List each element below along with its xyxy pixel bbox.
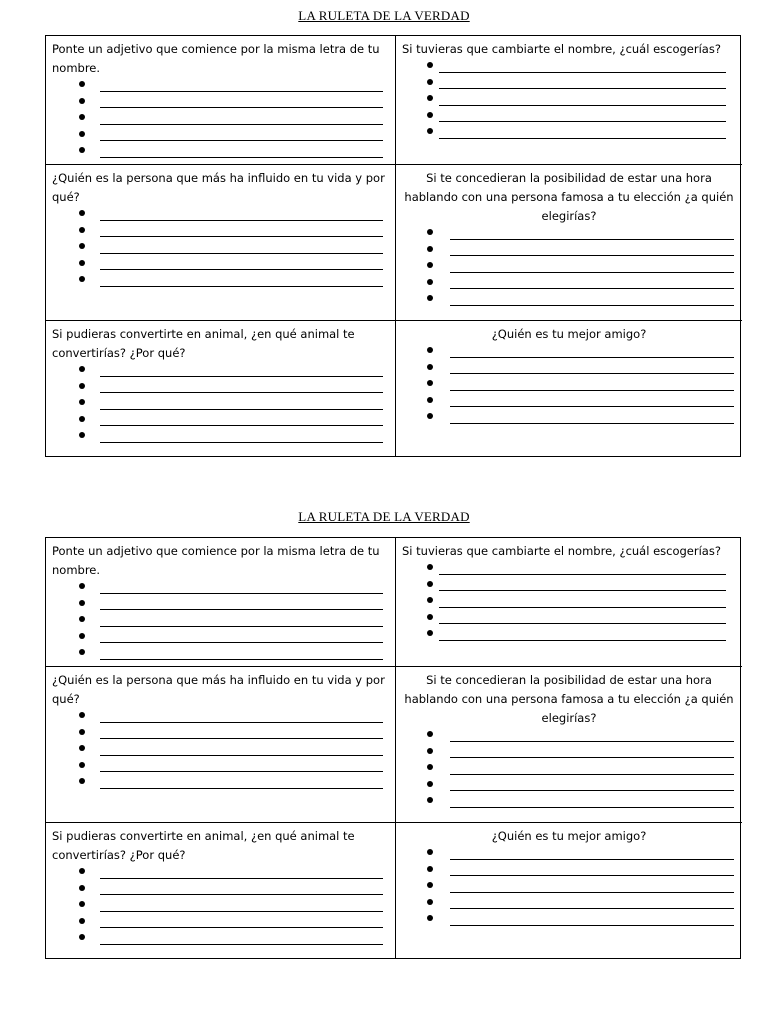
bullet-icon bbox=[427, 279, 433, 285]
answer-line[interactable] bbox=[402, 292, 736, 309]
answer-line[interactable] bbox=[402, 863, 736, 880]
question-cell-influence bbox=[46, 666, 396, 822]
answer-line[interactable] bbox=[402, 109, 736, 126]
answer-line[interactable] bbox=[402, 896, 736, 913]
bullet-icon bbox=[79, 81, 85, 87]
bullet-icon bbox=[427, 246, 433, 252]
answer-line[interactable] bbox=[402, 912, 736, 929]
bullet-icon bbox=[427, 347, 433, 353]
answer-line[interactable] bbox=[52, 273, 389, 290]
bullet-icon bbox=[79, 778, 85, 784]
answer-line[interactable] bbox=[52, 240, 389, 257]
bullet-icon bbox=[79, 416, 85, 422]
answer-line[interactable] bbox=[52, 775, 389, 792]
bullet-icon bbox=[427, 128, 433, 134]
bullet-icon bbox=[427, 62, 433, 68]
bullet-icon bbox=[427, 112, 433, 118]
question-text: Si te concedieran la posibilidad de estar una hora hablando con una persona famosa a tu elección ¿a quién elegirías? bbox=[404, 673, 734, 725]
answer-line[interactable] bbox=[402, 125, 736, 142]
bullet-icon bbox=[427, 915, 433, 921]
answer-lines bbox=[52, 580, 389, 663]
answer-lines bbox=[402, 59, 736, 142]
bullet-icon bbox=[427, 899, 433, 905]
question-cell-famous-person bbox=[396, 666, 742, 822]
answer-line[interactable] bbox=[402, 594, 736, 611]
answer-line[interactable] bbox=[52, 144, 389, 161]
answer-line[interactable] bbox=[402, 410, 736, 427]
answer-line[interactable] bbox=[52, 759, 389, 776]
answer-line[interactable] bbox=[52, 931, 389, 948]
card-title: LA RULETA DE LA VERDAD bbox=[298, 509, 470, 524]
bullet-icon bbox=[427, 380, 433, 386]
question-text: Si pudieras convertirte en animal, ¿en qué animal te convertirías? ¿Por qué? bbox=[52, 829, 355, 862]
answer-line[interactable] bbox=[402, 259, 736, 276]
bullet-icon bbox=[427, 614, 433, 620]
bullet-icon bbox=[79, 432, 85, 438]
answer-line[interactable] bbox=[52, 580, 389, 597]
answer-line[interactable] bbox=[52, 257, 389, 274]
answer-line[interactable] bbox=[52, 380, 389, 397]
bullet-icon bbox=[79, 399, 85, 405]
bullet-icon bbox=[79, 600, 85, 606]
answer-line[interactable] bbox=[402, 879, 736, 896]
bullet-icon bbox=[79, 633, 85, 639]
bullet-icon bbox=[427, 731, 433, 737]
answer-line[interactable] bbox=[52, 882, 389, 899]
bullet-icon bbox=[427, 581, 433, 587]
bullet-icon bbox=[427, 764, 433, 770]
question-cell-best-friend bbox=[396, 822, 742, 958]
question-text: Si pudieras convertirte en animal, ¿en qué animal te convertirías? ¿Por qué? bbox=[52, 327, 355, 360]
bullet-icon bbox=[79, 868, 85, 874]
answer-lines bbox=[402, 728, 736, 811]
answer-line[interactable] bbox=[52, 111, 389, 128]
answer-line[interactable] bbox=[52, 630, 389, 647]
question-text: ¿Quién es la persona que más ha influido en tu vida y por qué? bbox=[52, 673, 385, 706]
bullet-icon bbox=[427, 413, 433, 419]
question-cell-best-friend bbox=[396, 320, 742, 456]
bullet-icon bbox=[427, 748, 433, 754]
answer-line[interactable] bbox=[52, 413, 389, 430]
bullet-icon bbox=[79, 649, 85, 655]
card-title: LA RULETA DE LA VERDAD bbox=[298, 8, 470, 23]
answer-line[interactable] bbox=[52, 396, 389, 413]
answer-line[interactable] bbox=[52, 865, 389, 882]
answer-line[interactable] bbox=[402, 745, 736, 762]
bullet-icon bbox=[79, 934, 85, 940]
bullet-icon bbox=[79, 131, 85, 137]
answer-line[interactable] bbox=[52, 429, 389, 446]
bullet-icon bbox=[79, 583, 85, 589]
bullet-icon bbox=[79, 918, 85, 924]
bullet-icon bbox=[79, 98, 85, 104]
answer-line[interactable] bbox=[402, 778, 736, 795]
question-text: ¿Quién es tu mejor amigo? bbox=[491, 829, 647, 843]
answer-line[interactable] bbox=[52, 363, 389, 380]
bullet-icon bbox=[79, 383, 85, 389]
question-text: Si te concedieran la posibilidad de estar una hora hablando con una persona famosa a tu elección ¿a quién elegirías? bbox=[404, 171, 734, 223]
answer-line[interactable] bbox=[402, 627, 736, 644]
answer-line[interactable] bbox=[52, 224, 389, 241]
answer-line[interactable] bbox=[52, 613, 389, 630]
question-text: Ponte un adjetivo que comience por la misma letra de tu nombre. bbox=[52, 42, 380, 75]
answer-line[interactable] bbox=[52, 709, 389, 726]
bullet-icon bbox=[79, 885, 85, 891]
bullet-icon bbox=[427, 866, 433, 872]
bullet-icon bbox=[427, 295, 433, 301]
answer-line[interactable] bbox=[402, 92, 736, 109]
bullet-icon bbox=[79, 712, 85, 718]
bullet-icon bbox=[79, 901, 85, 907]
question-text: ¿Quién es la persona que más ha influido en tu vida y por qué? bbox=[52, 171, 385, 204]
bullet-icon bbox=[79, 114, 85, 120]
bullet-icon bbox=[79, 366, 85, 372]
bullet-icon bbox=[427, 79, 433, 85]
bullet-icon bbox=[427, 364, 433, 370]
answer-line[interactable] bbox=[402, 361, 736, 378]
answer-line[interactable] bbox=[52, 95, 389, 112]
bullet-icon bbox=[79, 227, 85, 233]
answer-line[interactable] bbox=[402, 243, 736, 260]
question-cell-rename bbox=[396, 36, 742, 164]
answer-lines bbox=[52, 363, 389, 446]
question-grid bbox=[45, 35, 741, 457]
question-text: Ponte un adjetivo que comience por la misma letra de tu nombre. bbox=[52, 544, 380, 577]
answer-lines bbox=[402, 226, 736, 309]
answer-line[interactable] bbox=[402, 394, 736, 411]
answer-line[interactable] bbox=[402, 728, 736, 745]
question-text: Si tuvieras que cambiarte el nombre, ¿cuál escogerías? bbox=[402, 544, 721, 558]
answer-lines bbox=[402, 561, 736, 644]
bullet-icon bbox=[79, 243, 85, 249]
question-cell-animal bbox=[46, 320, 396, 456]
answer-lines bbox=[52, 78, 389, 161]
answer-lines bbox=[402, 846, 736, 929]
answer-line[interactable] bbox=[52, 597, 389, 614]
question-grid bbox=[45, 537, 741, 959]
bullet-icon bbox=[427, 564, 433, 570]
answer-lines bbox=[402, 344, 736, 427]
answer-line[interactable] bbox=[402, 611, 736, 628]
answer-line[interactable] bbox=[52, 742, 389, 759]
bullet-icon bbox=[427, 95, 433, 101]
question-cell-influence bbox=[46, 164, 396, 320]
bullet-icon bbox=[79, 260, 85, 266]
question-cell-adjective bbox=[46, 36, 396, 164]
answer-line[interactable] bbox=[402, 59, 736, 76]
answer-line[interactable] bbox=[402, 794, 736, 811]
bullet-icon bbox=[79, 762, 85, 768]
answer-line[interactable] bbox=[52, 646, 389, 663]
answer-line[interactable] bbox=[402, 377, 736, 394]
bullet-icon bbox=[427, 597, 433, 603]
bullet-icon bbox=[79, 147, 85, 153]
question-cell-adjective bbox=[46, 538, 396, 666]
bullet-icon bbox=[79, 210, 85, 216]
answer-line[interactable] bbox=[402, 226, 736, 243]
answer-line[interactable] bbox=[402, 276, 736, 293]
answer-line[interactable] bbox=[52, 128, 389, 145]
bullet-icon bbox=[427, 262, 433, 268]
answer-line[interactable] bbox=[402, 561, 736, 578]
question-cell-rename bbox=[396, 538, 742, 666]
answer-line[interactable] bbox=[52, 898, 389, 915]
answer-line[interactable] bbox=[402, 76, 736, 93]
bullet-icon bbox=[427, 797, 433, 803]
bullet-icon bbox=[79, 276, 85, 282]
answer-line[interactable] bbox=[402, 578, 736, 595]
bullet-icon bbox=[427, 882, 433, 888]
answer-lines bbox=[52, 709, 389, 792]
question-cell-animal bbox=[46, 822, 396, 958]
bullet-icon bbox=[427, 781, 433, 787]
bullet-icon bbox=[79, 729, 85, 735]
answer-line[interactable] bbox=[52, 726, 389, 743]
answer-line[interactable] bbox=[402, 761, 736, 778]
bullet-icon bbox=[427, 630, 433, 636]
bullet-icon bbox=[79, 745, 85, 751]
answer-line[interactable] bbox=[402, 344, 736, 361]
bullet-icon bbox=[427, 229, 433, 235]
bullet-icon bbox=[427, 397, 433, 403]
bullet-icon bbox=[427, 849, 433, 855]
answer-lines bbox=[52, 865, 389, 948]
answer-lines bbox=[52, 207, 389, 290]
question-text: ¿Quién es tu mejor amigo? bbox=[491, 327, 647, 341]
answer-line[interactable] bbox=[52, 207, 389, 224]
answer-line[interactable] bbox=[52, 915, 389, 932]
question-text: Si tuvieras que cambiarte el nombre, ¿cuál escogerías? bbox=[402, 42, 721, 56]
question-cell-famous-person bbox=[396, 164, 742, 320]
answer-line[interactable] bbox=[52, 78, 389, 95]
bullet-icon bbox=[79, 616, 85, 622]
answer-line[interactable] bbox=[402, 846, 736, 863]
